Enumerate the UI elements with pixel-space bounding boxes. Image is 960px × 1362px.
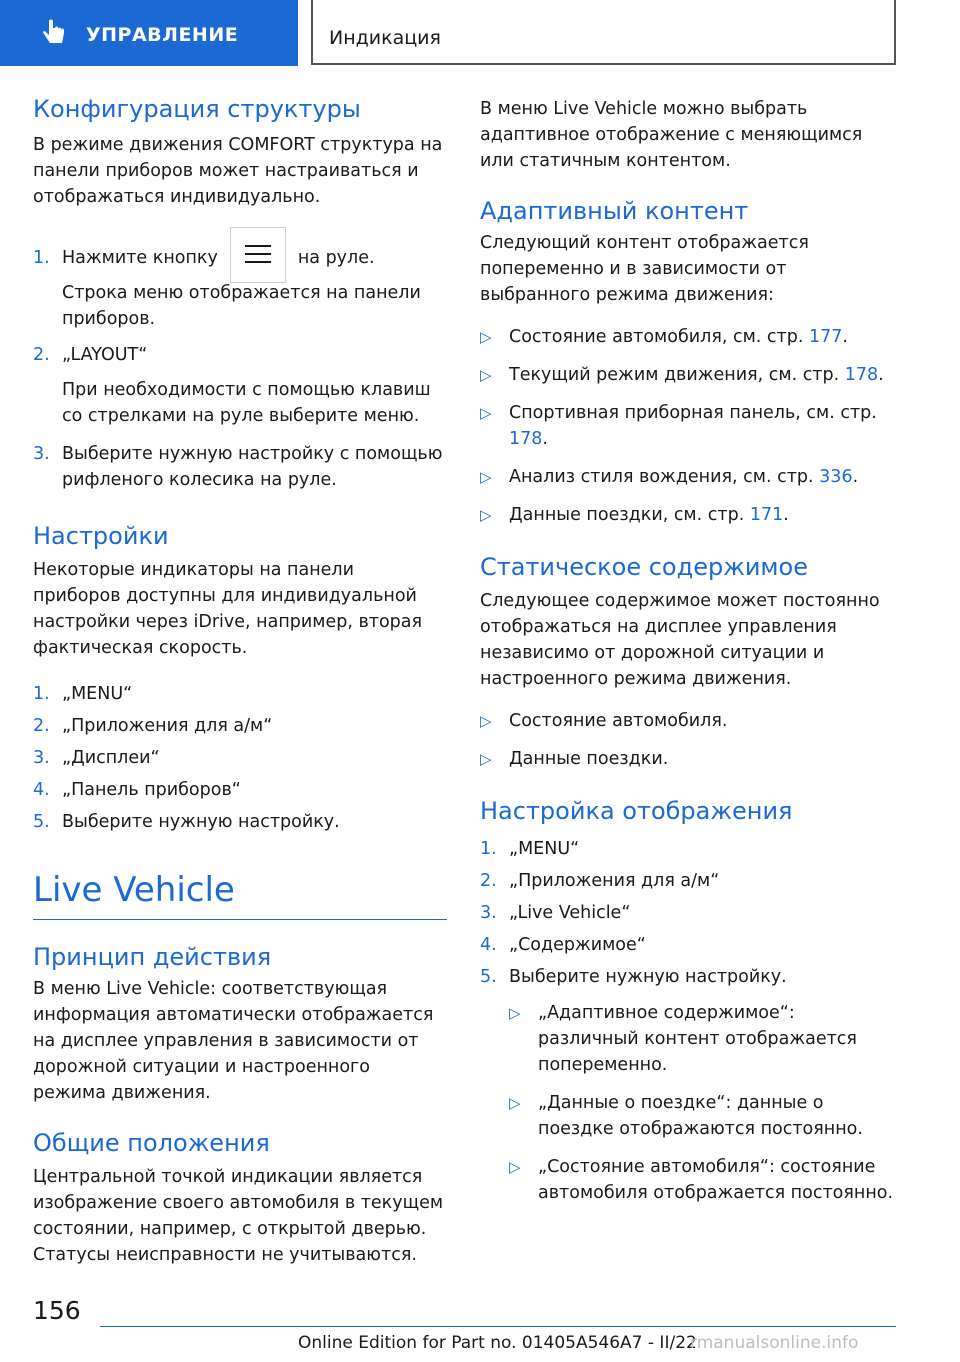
- section-divider: [33, 919, 447, 920]
- left-column: [33, 92, 447, 1268]
- config-text: В режиме движения COMFORT структура на панели приборов может настраиваться и отображаться индивидуально.: [33, 135, 443, 207]
- list-item: ▷ Анализ стиля вождения, см. стр. 336.: [480, 464, 894, 490]
- triangle-right-icon: ▷: [509, 1158, 521, 1176]
- settings-text: Некоторые индикаторы на панели приборов доступны для индивидуальной настройки через iDrive, например, вторая фактическая скорость.: [33, 560, 423, 658]
- watermark: rmanualsonline.info: [690, 1333, 859, 1353]
- page-number: 156: [33, 1296, 81, 1325]
- config-steps: [33, 230, 447, 493]
- adaptive-title: Адаптивный контент: [480, 197, 749, 225]
- principle-text: В меню Live Vehicle: соответствующая информация автоматически отображается на дисплее управления в зависимости от дорожной ситуации и настроенного режима движения.: [33, 979, 434, 1103]
- triangle-right-icon: ▷: [480, 750, 492, 768]
- edition-text: Online Edition for Part no. 01405A546A7 - II/22: [298, 1333, 697, 1353]
- list-item: ▷ Состояние автомобиля, см. стр. 177.: [480, 324, 894, 350]
- general-title: Общие положения: [33, 1129, 270, 1157]
- list-item: ▷ „Данные о поездке“: данные о поездке отображаются постоянно.: [509, 1090, 894, 1142]
- list-item: ▷ Данные поездки, см. стр. 171.: [480, 502, 894, 528]
- triangle-right-icon: ▷: [480, 328, 492, 346]
- page-link[interactable]: 171: [749, 505, 784, 525]
- footer-divider: [100, 1326, 896, 1327]
- intro-text: В меню Live Vehicle можно выбрать адаптивное отображение с меняющимся или статичным контентом.: [480, 99, 863, 171]
- static-title: Статическое содержимое: [480, 553, 808, 581]
- list-item: 1. „MENU“: [480, 839, 580, 859]
- list-item: 2. „Приложения для а/м“: [480, 871, 720, 891]
- display-sub-list: [509, 1000, 894, 1206]
- list-item: ▷ Текущий режим движения, см. стр. 178.: [480, 362, 894, 388]
- triangle-right-icon: ▷: [480, 468, 492, 486]
- page-link[interactable]: 177: [809, 327, 843, 347]
- page-link[interactable]: 178: [509, 429, 543, 449]
- settings-title: Настройки: [33, 522, 169, 550]
- chapter-label: УПРАВЛЕНИЕ: [86, 24, 239, 46]
- section-tab: [311, 0, 896, 65]
- list-item: 4. „Содержимое“: [480, 935, 646, 955]
- list-item: 1. Нажмите кнопку на руле. Строка меню отображается на панели приборов.: [33, 230, 447, 332]
- page-link[interactable]: 336: [819, 467, 853, 487]
- triangle-right-icon: ▷: [480, 712, 492, 730]
- settings-steps: [33, 681, 447, 835]
- list-item: ▷ Состояние автомобиля.: [480, 708, 894, 734]
- list-item: 5. Выберите нужную настройку. ▷ „Адаптивное содержимое“: различный контент отображается попеременно. ▷ „Данные о поездке“: данные о поездке отображаются постоянно. ▷ „Состояние автомобиля“: состояние автомобиля отображается постоянно.: [480, 964, 894, 1206]
- menu-lines-icon: [245, 245, 271, 247]
- triangle-right-icon: ▷: [480, 404, 492, 422]
- list-item: 4. „Панель приборов“: [33, 780, 241, 800]
- list-item: 3. „Live Vehicle“: [480, 903, 631, 923]
- hand-pointer-icon: [38, 18, 68, 48]
- principle-title: Принцип действия: [33, 943, 272, 971]
- static-list: [480, 708, 894, 772]
- triangle-right-icon: ▷: [509, 1094, 521, 1112]
- config-title: Конфигурация структуры: [33, 95, 361, 123]
- triangle-right-icon: ▷: [480, 506, 492, 524]
- triangle-right-icon: ▷: [509, 1004, 521, 1022]
- display-steps: [480, 836, 894, 1206]
- list-item: 2. „Приложения для а/м“: [33, 716, 273, 736]
- list-item: 2. „LAYOUT“ При необходимости с помощью клавиш со стрелками на руле выберите меню.: [33, 345, 431, 426]
- list-item: ▷ „Адаптивное содержимое“: различный контент отображается попеременно.: [509, 1000, 894, 1078]
- display-title: Настройка отображения: [480, 797, 793, 825]
- list-item: ▷ Спортивная приборная панель, см. стр. 178.: [480, 400, 894, 452]
- chapter-tab[interactable]: [0, 0, 298, 66]
- list-item: ▷ Данные поездки.: [480, 746, 894, 772]
- list-item: 5. Выберите нужную настройку.: [33, 812, 340, 832]
- list-item: 3. „Дисплеи“: [33, 748, 160, 768]
- menu-button[interactable]: [230, 227, 286, 283]
- section-label: Индикация: [329, 27, 441, 49]
- list-item: 1. „MENU“: [33, 684, 133, 704]
- right-column: [480, 92, 894, 1206]
- triangle-right-icon: ▷: [480, 366, 492, 384]
- live-vehicle-title: Live Vehicle: [33, 870, 235, 910]
- page-link[interactable]: 178: [844, 365, 879, 385]
- list-item: ▷ „Состояние автомобиля“: состояние автомобиля отображается постоянно.: [509, 1154, 894, 1206]
- list-item: 3. Выберите нужную настройку с помощью рифленого колесика на руле.: [33, 444, 443, 490]
- general-text: Центральной точкой индикации является изображение своего автомобиля в текущем состоянии, например, с открытой дверью. Статусы неисправности не учитываются.: [33, 1167, 444, 1265]
- static-text: Следующее содержимое может постоянно отображаться на дисплее управления независимо от дорожной ситуации и настроенного режима движения.: [480, 591, 880, 689]
- adaptive-text: Следующий контент отображается попеременно и в зависимости от выбранного режима движения:: [480, 233, 809, 305]
- adaptive-list: [480, 324, 894, 528]
